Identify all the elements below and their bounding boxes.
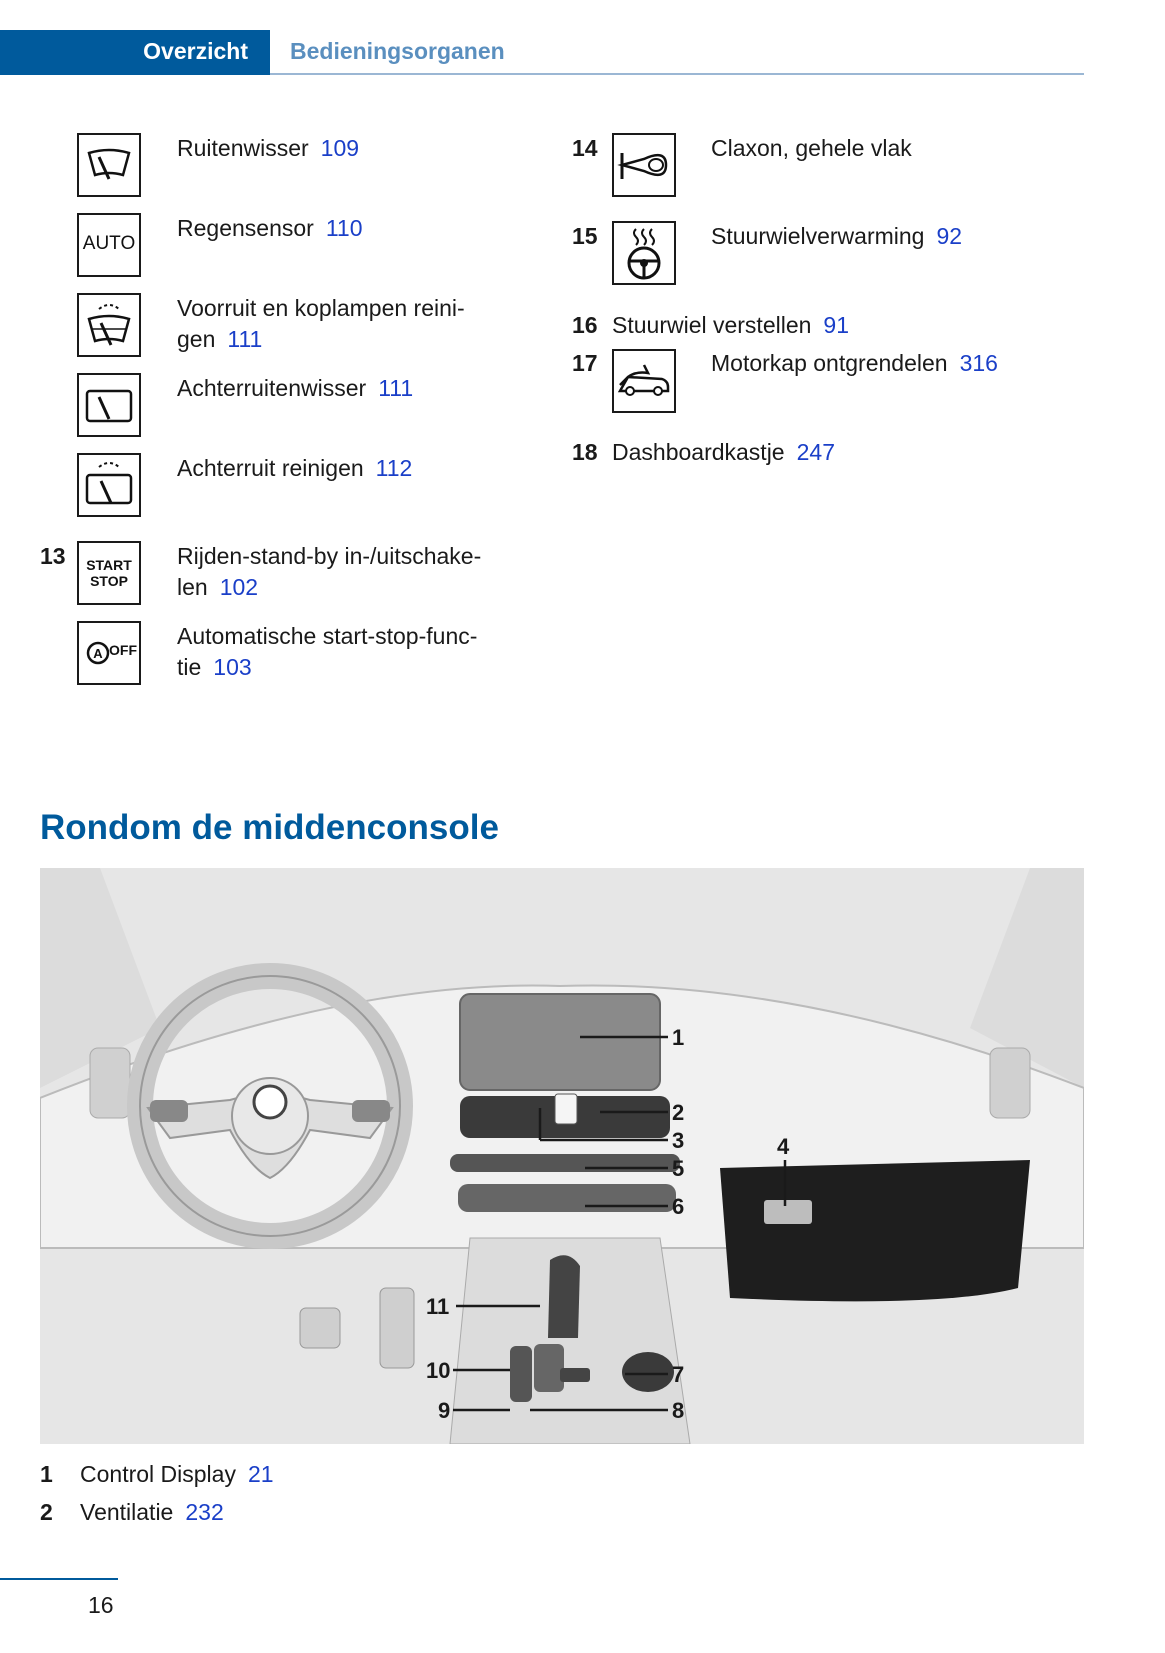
horn-icon [612,133,676,197]
callout-label: 4 [777,1134,790,1159]
steering-heat-icon [612,221,676,285]
page-link[interactable]: 109 [320,135,360,161]
list-item: Achterruitenwisser 111 [177,375,414,401]
page-link[interactable]: 21 [247,1461,274,1487]
page-number: 16 [88,1592,114,1618]
page-link[interactable]: 92 [936,223,963,249]
header-rule [270,73,1084,75]
callout-label: 2 [672,1100,685,1125]
page-link[interactable]: 111 [227,326,263,352]
item-number: 16 [572,312,598,338]
legend-number: 2 [40,1499,53,1525]
cockpit-illustration [40,868,1084,1444]
auto-icon: AUTO [77,213,141,277]
section-title: Overzicht [143,38,248,64]
section-tab [0,30,270,75]
item-number: 18 [572,439,598,465]
page-link[interactable]: 112 [375,455,413,481]
wiper-icon [77,133,141,197]
svg-text:A: A [93,646,103,661]
washer-icon [77,293,141,357]
callout-label: 1 [672,1025,685,1050]
list-item: Motorkap ontgrendelen 316 [711,350,998,376]
subsection-title: Bedieningsorganen [290,38,505,64]
item-number: 14 [572,135,598,161]
page-link[interactable]: 247 [796,439,835,465]
callout-label: 9 [438,1398,451,1423]
page-link[interactable]: 102 [219,574,259,600]
callout-label: 7 [672,1362,685,1387]
list-item: Automatische start-stop-func- tie 103 [177,623,478,680]
section-heading: Rondom de middenconsole [40,808,499,847]
callout-label: 10 [426,1358,451,1383]
page-link[interactable]: 91 [823,312,850,338]
rear-washer-icon [77,453,141,517]
callout-label: 3 [672,1128,685,1153]
list-item: Stuurwiel verstellen 91 [612,312,850,338]
page-link[interactable]: 111 [378,375,414,401]
callout-label: 5 [672,1156,685,1181]
bonnet-icon [612,349,676,413]
item-number: 15 [572,223,598,249]
rear-wiper-icon [77,373,141,437]
list-item: Ruitenwisser 109 [177,135,360,161]
list-item: Rijden-stand-by in-/uitschake- len 102 [177,543,482,600]
list-item: Achterruit reinigen 112 [177,455,413,481]
callout-label: 8 [672,1398,685,1423]
list-item: Regensensor 110 [177,215,363,241]
list-item: Dashboardkastje 247 [612,439,835,465]
footer-rule [0,1578,118,1580]
start-stop-icon: START STOP [77,541,141,605]
list-item: Claxon, gehele vlak [711,135,912,161]
page-link[interactable]: 316 [959,350,998,376]
legend-item: Ventilatie 232 [80,1499,224,1525]
page-link[interactable]: 232 [185,1499,224,1525]
legend-item: Control Display 21 [80,1461,274,1487]
callout-label: 6 [672,1194,685,1219]
list-item: Stuurwielverwarming 92 [711,223,963,249]
item-number: 13 [40,543,66,569]
list-item: Voorruit en koplampen reini- gen 111 [177,295,465,352]
page-link[interactable]: 103 [213,654,252,680]
page-link[interactable]: 110 [325,215,363,241]
auto-start-stop-off-icon: A OFF [77,621,141,685]
legend-number: 1 [40,1461,53,1487]
item-number: 17 [572,350,598,376]
callout-label: 11 [426,1294,450,1319]
